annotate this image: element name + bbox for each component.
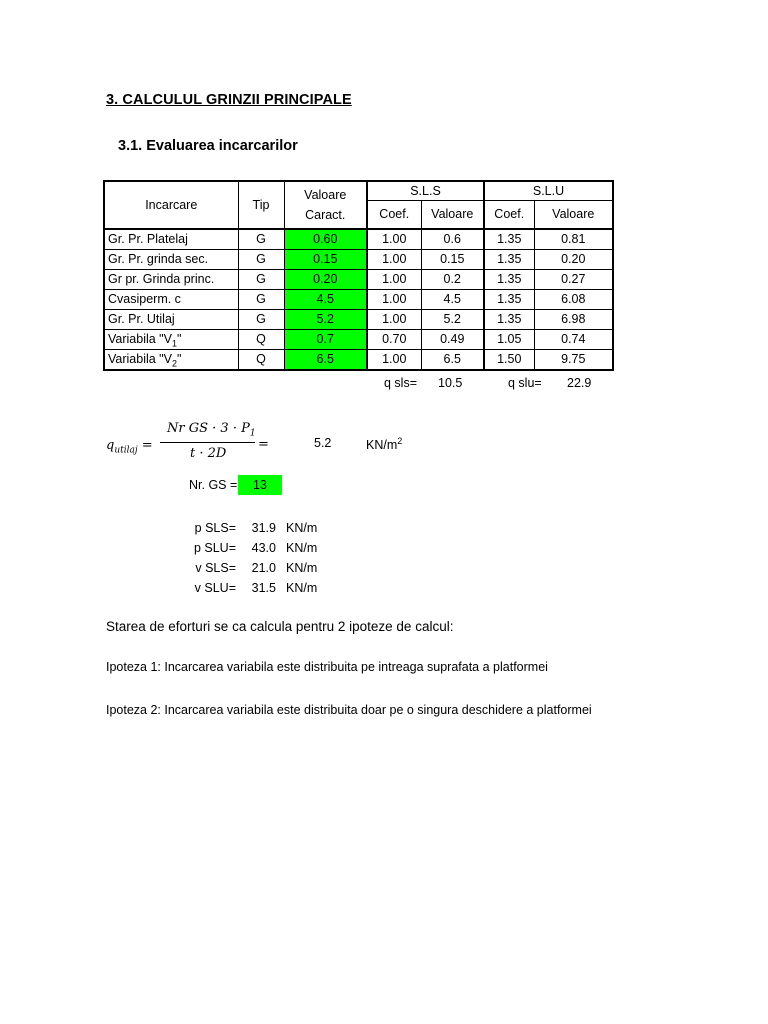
row-sls-coef: 1.00 bbox=[367, 229, 421, 250]
table-header-row bbox=[104, 181, 613, 201]
row-sls-coef: 0.70 bbox=[367, 330, 421, 350]
row-slu-val: 9.75 bbox=[534, 350, 613, 371]
row-tip: Q bbox=[238, 330, 284, 350]
row-sls-val: 0.15 bbox=[421, 250, 484, 270]
row-name-end: " bbox=[176, 352, 182, 366]
row-slu-val: 6.08 bbox=[534, 290, 613, 310]
nr-gs-label: Nr. GS = bbox=[189, 478, 238, 492]
load-row bbox=[176, 518, 317, 538]
row-name-text: Gr. Pr. Platelaj bbox=[108, 232, 188, 246]
table-row bbox=[104, 270, 613, 290]
header-sls: S.L.S bbox=[367, 181, 484, 201]
row-name-end: " bbox=[176, 332, 182, 346]
row-sls-val: 0.6 bbox=[421, 229, 484, 250]
row-slu-val: 0.74 bbox=[534, 330, 613, 350]
header-slu-valoare: Valoare bbox=[534, 201, 613, 230]
row-name bbox=[104, 250, 238, 270]
load-value: 31.9 bbox=[251, 521, 276, 535]
row-slu-coef: 1.35 bbox=[484, 290, 534, 310]
formula-unit-text: KN/m bbox=[366, 438, 398, 453]
header-sls-coef: Coef. bbox=[367, 201, 421, 230]
row-name bbox=[104, 350, 238, 371]
row-tip: G bbox=[238, 310, 284, 330]
section-heading: 3. CALCULUL GRINZII PRINCIPALE bbox=[106, 92, 352, 108]
row-sls-val: 0.2 bbox=[421, 270, 484, 290]
q-sls-label: q sls= bbox=[384, 376, 418, 390]
ipoteza-1-text: Ipoteza 1: Incarcarea variabila este distribuita pe intreaga suprafata a platformei bbox=[106, 660, 548, 674]
row-sls-coef: 1.00 bbox=[367, 290, 421, 310]
table-row bbox=[104, 250, 613, 270]
row-sls-coef: 1.00 bbox=[367, 310, 421, 330]
row-slu-coef: 1.05 bbox=[484, 330, 534, 350]
row-slu-val: 0.20 bbox=[534, 250, 613, 270]
row-tip: G bbox=[238, 270, 284, 290]
row-name-sub: 1 bbox=[171, 338, 177, 349]
formula-numerator bbox=[167, 421, 256, 439]
row-sls-coef: 1.00 bbox=[367, 270, 421, 290]
row-caract: 6.5 bbox=[284, 350, 367, 371]
row-caract: 0.7 bbox=[284, 330, 367, 350]
load-unit: KN/m bbox=[286, 521, 318, 535]
row-name bbox=[104, 229, 238, 250]
row-tip: G bbox=[238, 250, 284, 270]
formula-unit bbox=[366, 436, 402, 452]
header-slu: S.L.U bbox=[484, 181, 613, 201]
formula-result: 5.2 bbox=[314, 436, 332, 450]
row-name bbox=[104, 310, 238, 330]
row-caract: 4.5 bbox=[284, 290, 367, 310]
row-name bbox=[104, 290, 238, 310]
formula-numerator-text: Nr GS · 3 · P bbox=[167, 421, 250, 436]
load-unit: KN/m bbox=[286, 541, 318, 555]
table-row bbox=[104, 229, 613, 250]
load-label: v SLU= bbox=[194, 581, 236, 595]
row-name-sub: 2 bbox=[171, 358, 177, 369]
header-incarcare: Incarcare bbox=[104, 181, 238, 229]
row-name-text: Gr pr. Grinda princ. bbox=[108, 272, 215, 286]
row-name bbox=[104, 330, 238, 350]
starea-text: Starea de eforturi se ca calcula pentru 2 ipoteze de calcul: bbox=[106, 619, 454, 634]
row-sls-val: 5.2 bbox=[421, 310, 484, 330]
header-caract-line: Caract. bbox=[305, 208, 346, 222]
header-tip: Tip bbox=[238, 181, 284, 229]
load-value: 43.0 bbox=[251, 541, 276, 555]
row-caract: 0.60 bbox=[284, 229, 367, 250]
load-unit: KN/m bbox=[286, 561, 318, 575]
row-sls-coef: 1.00 bbox=[367, 350, 421, 371]
row-sls-coef: 1.00 bbox=[367, 250, 421, 270]
row-caract: 0.15 bbox=[284, 250, 367, 270]
row-sls-val: 4.5 bbox=[421, 290, 484, 310]
row-name-text: Cvasiperm. c bbox=[108, 292, 181, 306]
header-sls-valoare: Valoare bbox=[421, 201, 484, 230]
formula-unit-sup: 2 bbox=[397, 436, 403, 446]
row-slu-coef: 1.35 bbox=[484, 310, 534, 330]
row-name-text: Variabila "V bbox=[108, 332, 172, 346]
row-slu-coef: 1.35 bbox=[484, 250, 534, 270]
table-row bbox=[104, 290, 613, 310]
row-caract: 5.2 bbox=[284, 310, 367, 330]
load-value: 21.0 bbox=[251, 561, 276, 575]
nr-gs-value: 13 bbox=[238, 475, 282, 495]
row-sls-val: 0.49 bbox=[421, 330, 484, 350]
row-slu-val: 0.81 bbox=[534, 229, 613, 250]
table-row bbox=[104, 310, 613, 330]
row-tip: G bbox=[238, 229, 284, 250]
row-sls-val: 6.5 bbox=[421, 350, 484, 371]
row-slu-coef: 1.50 bbox=[484, 350, 534, 371]
q-slu-label: q slu= bbox=[508, 376, 542, 390]
load-label: p SLS= bbox=[194, 521, 236, 535]
q-slu-value: 22.9 bbox=[567, 376, 592, 390]
load-unit: KN/m bbox=[286, 581, 318, 595]
loads-list bbox=[176, 518, 317, 598]
load-label: p SLU= bbox=[193, 541, 236, 555]
fraction-line bbox=[160, 442, 255, 443]
header-valoare-caract bbox=[284, 181, 367, 229]
subsection-heading: 3.1. Evaluarea incarcarilor bbox=[118, 138, 298, 154]
formula-denominator: t · 2D bbox=[190, 446, 227, 461]
row-caract: 0.20 bbox=[284, 270, 367, 290]
row-slu-val: 6.98 bbox=[534, 310, 613, 330]
loads-table bbox=[103, 180, 614, 371]
formula-lhs bbox=[106, 438, 153, 456]
row-slu-coef: 1.35 bbox=[484, 229, 534, 250]
formula-equals-2: = bbox=[258, 437, 269, 452]
ipoteza-2-text: Ipoteza 2: Incarcarea variabila este distribuita doar pe o singura deschidere a platformei bbox=[106, 703, 592, 717]
row-name-text: Gr. Pr. Utilaj bbox=[108, 312, 175, 326]
table-row bbox=[104, 330, 613, 350]
header-valoare-line: Valoare bbox=[304, 188, 347, 202]
row-slu-val: 0.27 bbox=[534, 270, 613, 290]
formula-q-sub: utilaj bbox=[114, 445, 138, 456]
row-tip: Q bbox=[238, 350, 284, 371]
formula-equals-1: = bbox=[141, 438, 153, 453]
row-slu-coef: 1.35 bbox=[484, 270, 534, 290]
row-name-text: Gr. Pr. grinda sec. bbox=[108, 252, 209, 266]
load-row bbox=[176, 558, 317, 578]
q-sls-value: 10.5 bbox=[438, 376, 463, 390]
row-name-text: Variabila "V bbox=[108, 352, 172, 366]
row-name bbox=[104, 270, 238, 290]
row-tip: G bbox=[238, 290, 284, 310]
load-value: 31.5 bbox=[251, 581, 276, 595]
load-row bbox=[176, 538, 317, 558]
header-slu-coef: Coef. bbox=[484, 201, 534, 230]
table-row bbox=[104, 350, 613, 371]
load-row bbox=[176, 578, 317, 598]
formula-numerator-sub: 1 bbox=[249, 428, 256, 439]
formula-q: q bbox=[106, 438, 115, 453]
load-label: v SLS= bbox=[195, 561, 236, 575]
